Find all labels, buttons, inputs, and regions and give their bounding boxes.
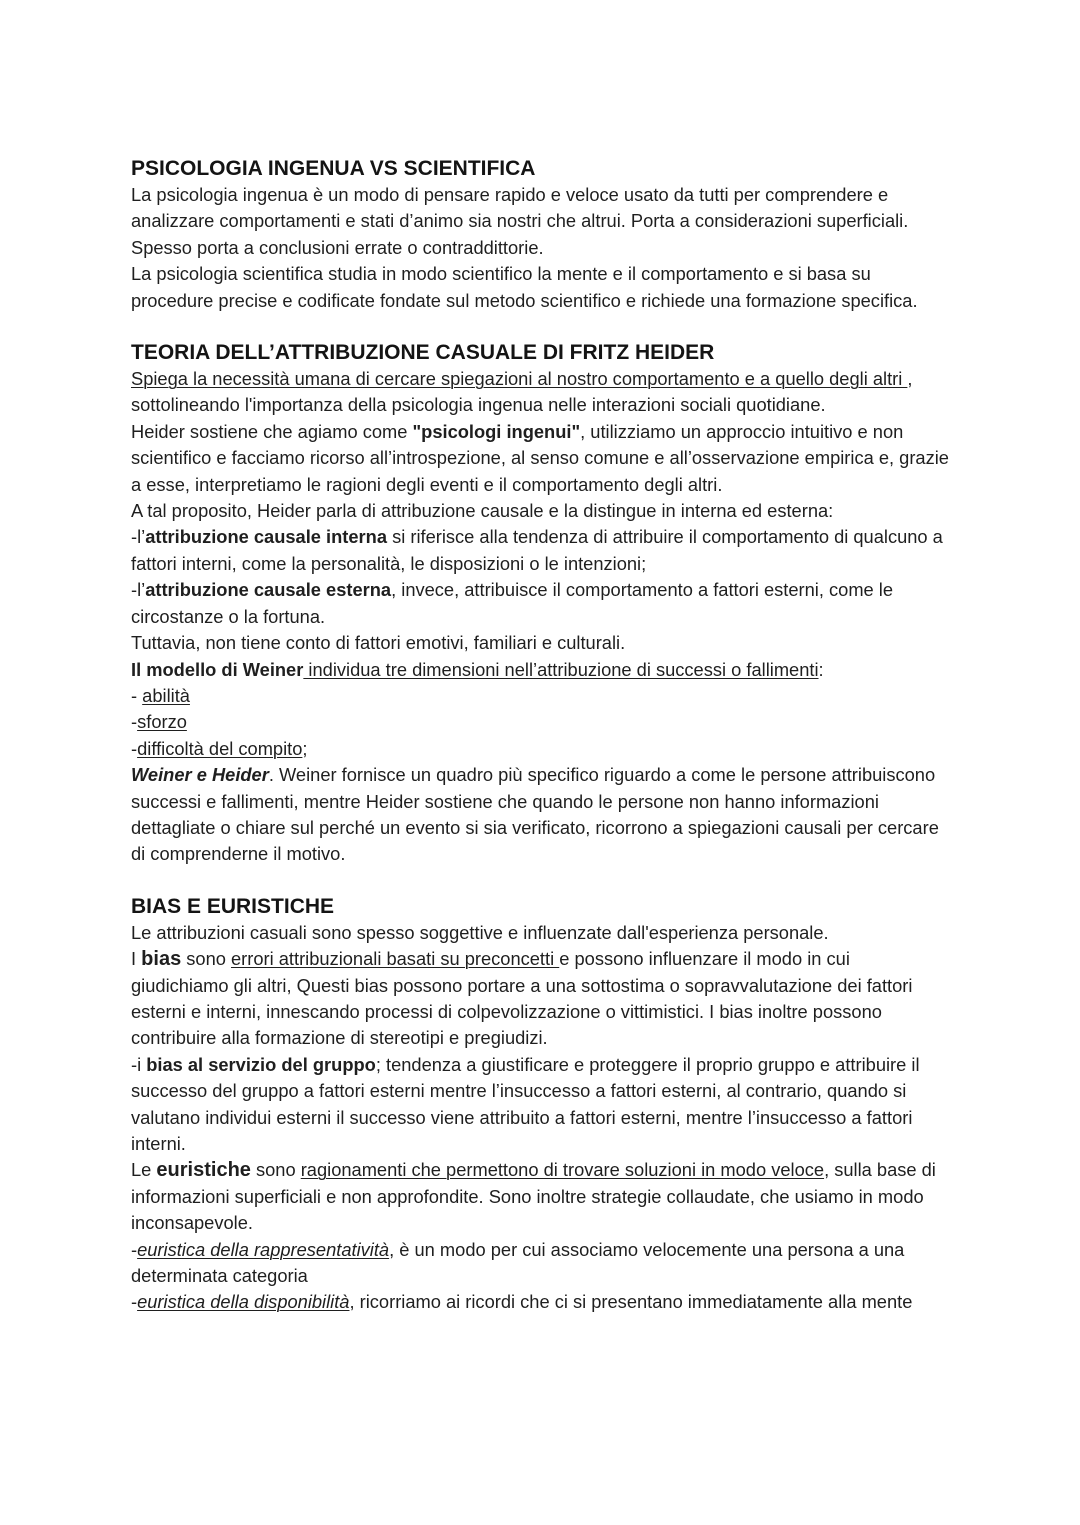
paragraph: Weiner e Heider. Weiner fornisce un quadro più specifico riguardo a come le persone attribuiscono successi e fallimenti, mentre Heider sostiene che quando le persone non hanno informazioni dettagliate o chiare sul perché un evento si sia verificato, ricorrono a spiegazioni causali per cercare di comprenderne il motivo.: [131, 764, 939, 865]
list-item: -l’attribuzione causale esterna, invece, attribuisce il comportamento a fattori esterni, come le circostanze o la fortuna.: [131, 579, 894, 627]
list-item: -sforzo: [131, 711, 187, 733]
list-item: -i bias al servizio del gruppo; tendenza a giustificare e proteggere il proprio gruppo e attribuire il successo del gruppo a fattori esterni mentre l’insuccesso a fattori esterni, al contrario, quando si valutano individui esterni il successo viene attribuito a fattori esterni, mentre l’insuccesso a fattori interni.: [131, 1053, 920, 1154]
list-item: - abilità: [131, 684, 190, 706]
paragraph: A tal proposito, Heider parla di attribuzione causale e la distingue in interna ed esterna:: [131, 500, 834, 522]
paragraph: I bias sono errori attribuzionali basati su preconcetti e possono influenzare il modo in cui giudichiamo gli altri, Questi bias possono portare a una sottostima o sopravvalutazione dei fattori esterni e interni, innescando processi di colpevolizzazione o vittimistici. I bias inoltre possono contribuire alla formazione di stereotipi e pregiudizi.: [131, 948, 913, 1049]
paragraph: Spiega la necessità umana di cercare spiegazioni al nostro comportamento e a quello degli altri , sottolineando l'importanza della psicologia ingenua nelle interazioni sociali quotidiane.: [131, 368, 913, 416]
document-body: [131, 156, 951, 1316]
section-title-psicologia: PSICOLOGIA INGENUA VS SCIENTIFICA: [131, 157, 536, 180]
list-item: -euristica della rappresentatività, è un modo per cui associamo velocemente una persona a una determinata categoria: [131, 1238, 905, 1287]
paragraph: Le euristiche sono ragionamenti che permettono di trovare soluzioni in modo veloce, sulla base di informazioni superficiali e non approfondite. Sono inoltre strategie collaudate, che usiamo in modo inconsapevole.: [131, 1159, 936, 1234]
paragraph: Il modello di Weiner individua tre dimensioni nell’attribuzione di successi o fallimenti:: [131, 658, 824, 680]
section-title-bias: BIAS E EURISTICHE: [131, 894, 335, 918]
section-title-heider: TEORIA DELL’ATTRIBUZIONE CASUALE DI FRITZ HEIDER: [131, 341, 715, 365]
paragraph: Le attribuzioni casuali sono spesso soggettive e influenzate dall'esperienza personale.: [131, 921, 829, 943]
list-item: -l’attribuzione causale interna si riferisce alla tendenza di attribuire il comportamento di qualcuno a fattori interni, come la personalità, le disposizioni o le intenzioni;: [131, 526, 943, 574]
paragraph: Tuttavia, non tiene conto di fattori emotivi, familiari e culturali.: [131, 632, 626, 654]
paragraph: Heider sostiene che agiamo come "psicologi ingenui", utilizziamo un approccio intuitivo e non scientifico e facciamo ricorso all’introspezione, al senso comune e all’osservazione empirica e, grazie a esse, interpretiamo le ragioni degli eventi e il comportamento degli altri.: [131, 420, 949, 495]
list-item: -euristica della disponibilità, ricorriamo ai ricordi che ci si presentano immediatamente alla mente: [131, 1291, 913, 1313]
list-item: -difficoltà del compito;: [131, 737, 308, 759]
paragraph: La psicologia ingenua è un modo di pensare rapido e veloce usato da tutti per comprendere e analizzare comportamenti e stati d’animo sia nostri che altrui. Porta a considerazioni superficiali. Spesso porta a conclusioni errate o contraddittorie.: [131, 184, 909, 258]
paragraph: La psicologia scientifica studia in modo scientifico la mente e il comportamento e si basa su procedure precise e codificate fondate sul metodo scientifico e richiede una formazione specifica.: [131, 263, 918, 311]
